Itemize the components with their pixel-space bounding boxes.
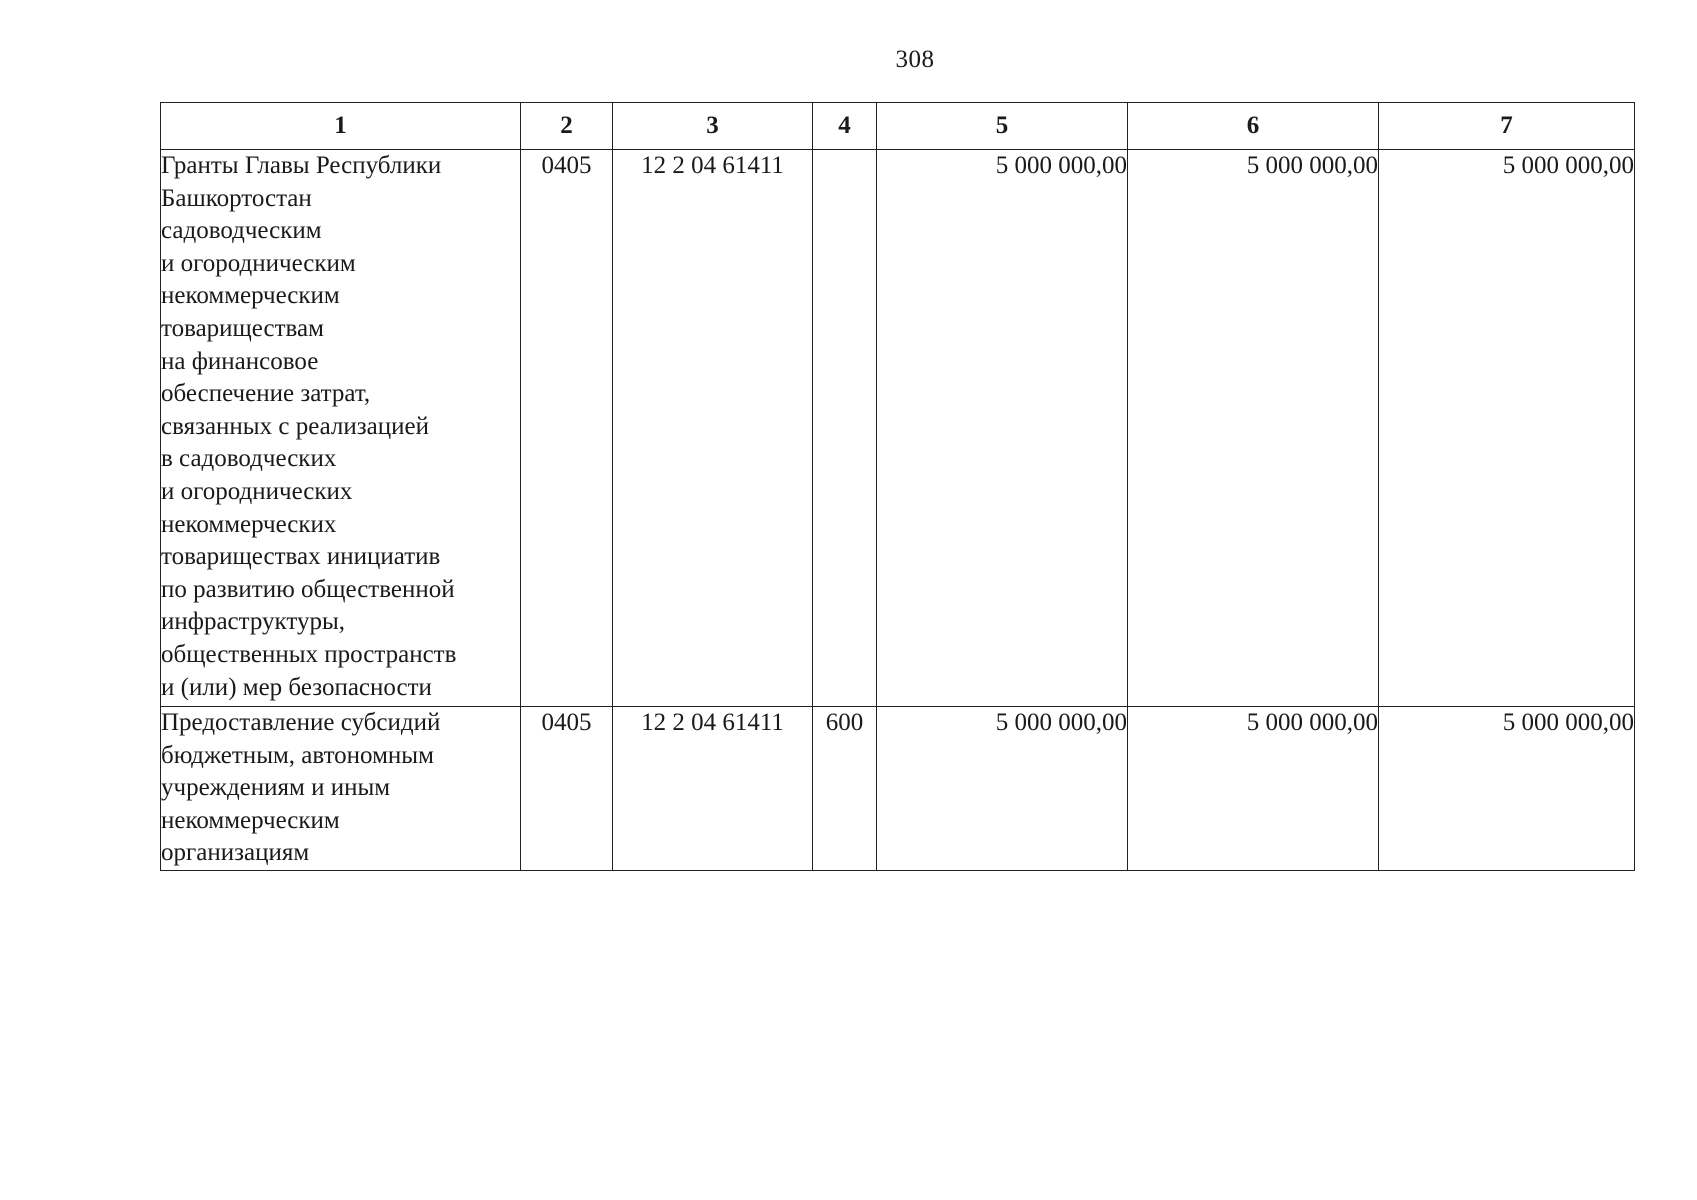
row-expense-type: 600 — [813, 707, 877, 871]
row-amount-1: 5 000 000,00 — [877, 150, 1128, 707]
row-name: Предоставление субсидий бюджетным, автономным учреждениям и иным некоммерческим организациям — [161, 707, 521, 871]
row-program-code: 12 2 04 61411 — [613, 150, 813, 707]
row-amount-2: 5 000 000,00 — [1128, 150, 1379, 707]
row-amount-1: 5 000 000,00 — [877, 707, 1128, 871]
column-header-6: 6 — [1128, 103, 1379, 150]
row-amount-2: 5 000 000,00 — [1128, 707, 1379, 871]
row-amount-3: 5 000 000,00 — [1379, 707, 1635, 871]
table-row — [161, 707, 1635, 871]
column-header-5: 5 — [877, 103, 1128, 150]
budget-table — [160, 102, 1635, 871]
column-header-4: 4 — [813, 103, 877, 150]
row-expense-type — [813, 150, 877, 707]
row-section-code: 0405 — [521, 150, 613, 707]
row-program-code: 12 2 04 61411 — [613, 707, 813, 871]
column-header-7: 7 — [1379, 103, 1635, 150]
table-row — [161, 150, 1635, 707]
column-header-3: 3 — [613, 103, 813, 150]
row-section-code: 0405 — [521, 707, 613, 871]
row-amount-3: 5 000 000,00 — [1379, 150, 1635, 707]
header-row — [161, 103, 1635, 150]
column-header-1: 1 — [161, 103, 521, 150]
row-name: Гранты Главы Республики Башкортостан садоводческим и огородническим некоммерческим товариществам на финансовое обеспечение затрат, связанных с реализацией в садоводческих и огороднических некоммерческих товариществах инициатив по развитию общественной инфраструктуры, общественных пространств и (или) мер безопасности — [161, 150, 521, 707]
column-header-2: 2 — [521, 103, 613, 150]
page-number: 308 — [895, 46, 935, 73]
